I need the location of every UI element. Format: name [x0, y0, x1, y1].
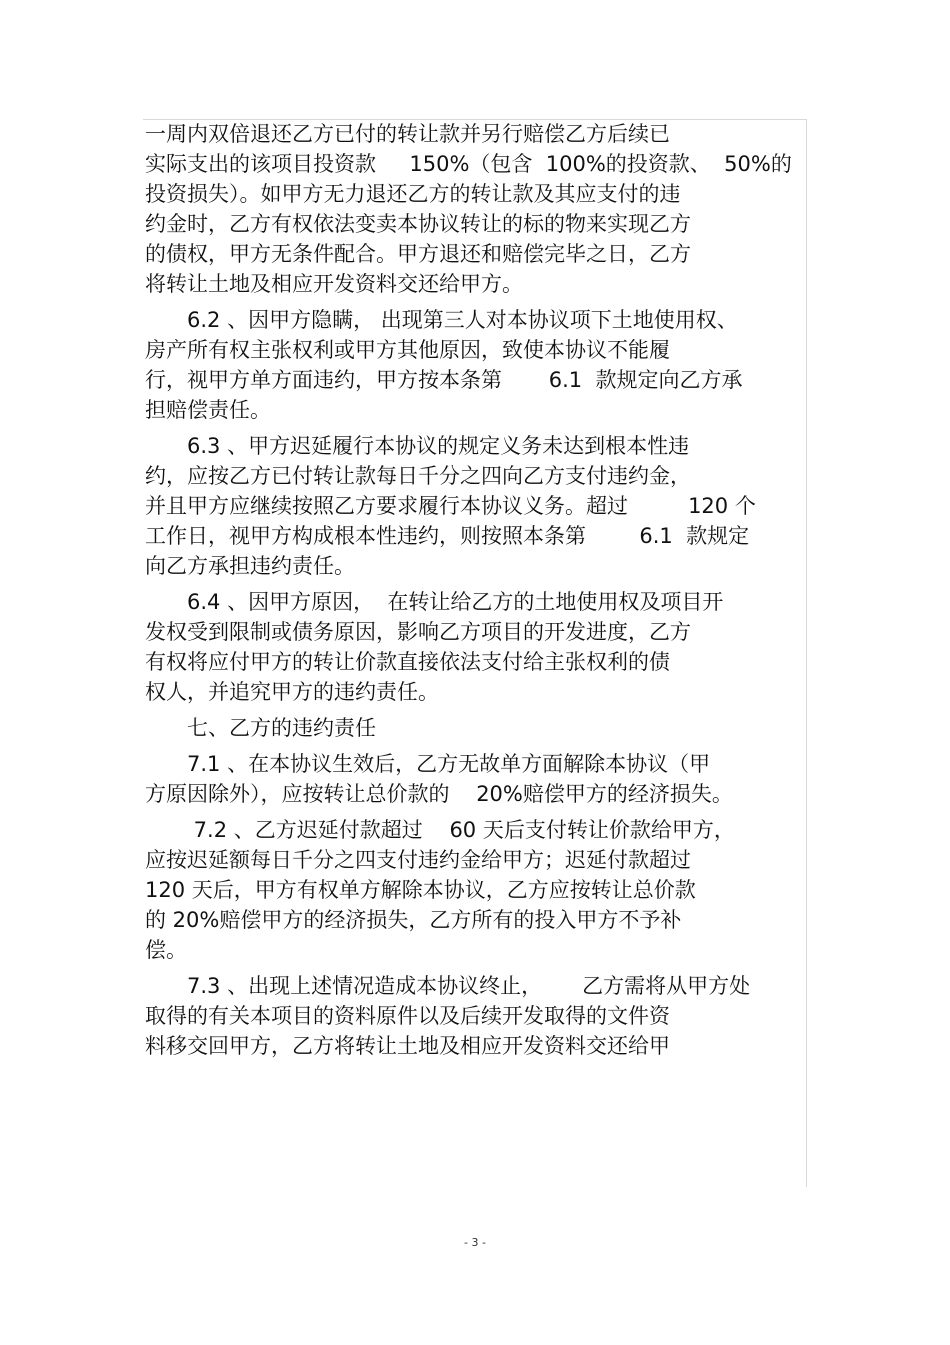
- text-line: 有权将应付甲方的转让价款直接依法支付给主张权利的债: [145, 650, 670, 674]
- text-line: 房产所有权主张权利或甲方其他原因，致使本协议不能履: [145, 338, 670, 362]
- text-line: 120 天后，甲方有权单方解除本协议，乙方应按转让总价款: [145, 878, 696, 902]
- text-line: 向乙方承担违约责任。: [145, 554, 355, 578]
- paragraph-6-4: [145, 587, 810, 707]
- paragraph-7-1: [145, 749, 810, 809]
- text-line: 取得的有关本项目的资料原件以及后续开发取得的文件资: [145, 1004, 670, 1028]
- paragraph-7-3: [145, 971, 810, 1061]
- text-line: 料移交回甲方，乙方将转让土地及相应开发资料交还给甲: [145, 1034, 670, 1058]
- text-line: 的 20%赔偿甲方的经济损失，乙方所有的投入甲方不予补: [145, 908, 682, 932]
- text-line: 7.3 、出现上述情况造成本协议终止， 乙方需将从甲方处: [187, 974, 751, 998]
- text-line: 发权受到限制或债务原因，影响乙方项目的开发进度，乙方: [145, 620, 691, 644]
- paragraph-6-2: [145, 305, 810, 425]
- text-line: 行，视甲方单方面违约，甲方按本条第 6.1 款规定向乙方承: [145, 368, 743, 392]
- paragraph-6-3: [145, 431, 810, 581]
- text-line: 6.3 、甲方迟延履行本协议的规定义务未达到根本性违: [187, 434, 690, 458]
- text-line: 偿。: [145, 938, 187, 962]
- text-line: 实际支出的该项目投资款 150%（包含 100%的投资款、 50%的: [145, 152, 792, 176]
- text-line: 将转让土地及相应开发资料交还给甲方。: [145, 272, 523, 296]
- text-line: 投资损失）。如甲方无力退还乙方的转让款及其应支付的违: [145, 182, 681, 206]
- text-line: 7.1 、在本协议生效后，乙方无故单方面解除本协议（甲: [187, 752, 711, 776]
- text-line: 7.2 、乙方迟延付款超过 60 天后支付转让价款给甲方，: [187, 818, 735, 842]
- section-heading-7: [145, 713, 810, 743]
- text-line: 工作日，视甲方构成根本性违约，则按照本条第 6.1 款规定: [145, 524, 750, 548]
- text-line: 担赔偿责任。: [145, 398, 271, 422]
- text-line: 权人，并追究甲方的违约责任。: [145, 680, 439, 704]
- text-line: 6.2 、因甲方隐瞒， 出现第三人对本协议项下土地使用权、: [187, 308, 738, 332]
- text-line: 约金时，乙方有权依法变卖本协议转让的标的物来实现乙方: [145, 212, 691, 236]
- section-heading: 七、乙方的违约责任: [187, 716, 376, 740]
- text-line: 6.4 、因甲方原因， 在转让给乙方的土地使用权及项目开: [187, 590, 724, 614]
- text-line: 应按迟延额每日千分之四支付违约金给甲方；迟延付款超过: [145, 848, 691, 872]
- text-line: 并且甲方应继续按照乙方要求履行本协议义务。超过 120 个: [145, 494, 756, 518]
- document-body: [145, 119, 810, 1187]
- text-line: 的债权，甲方无条件配合。甲方退还和赔偿完毕之日，乙方: [145, 242, 691, 266]
- text-line: 一周内双倍退还乙方已付的转让款并另行赔偿乙方后续已: [145, 122, 670, 146]
- paragraph-continuation: [145, 119, 810, 299]
- text-line: 方原因除外），应按转让总价款的 20%赔偿甲方的经济损失。: [145, 782, 733, 806]
- text-line: 约，应按乙方已付转让款每日千分之四向乙方支付违约金，: [145, 464, 691, 488]
- paragraph-7-2: [145, 815, 810, 965]
- page-number: - 3 -: [464, 1236, 486, 1249]
